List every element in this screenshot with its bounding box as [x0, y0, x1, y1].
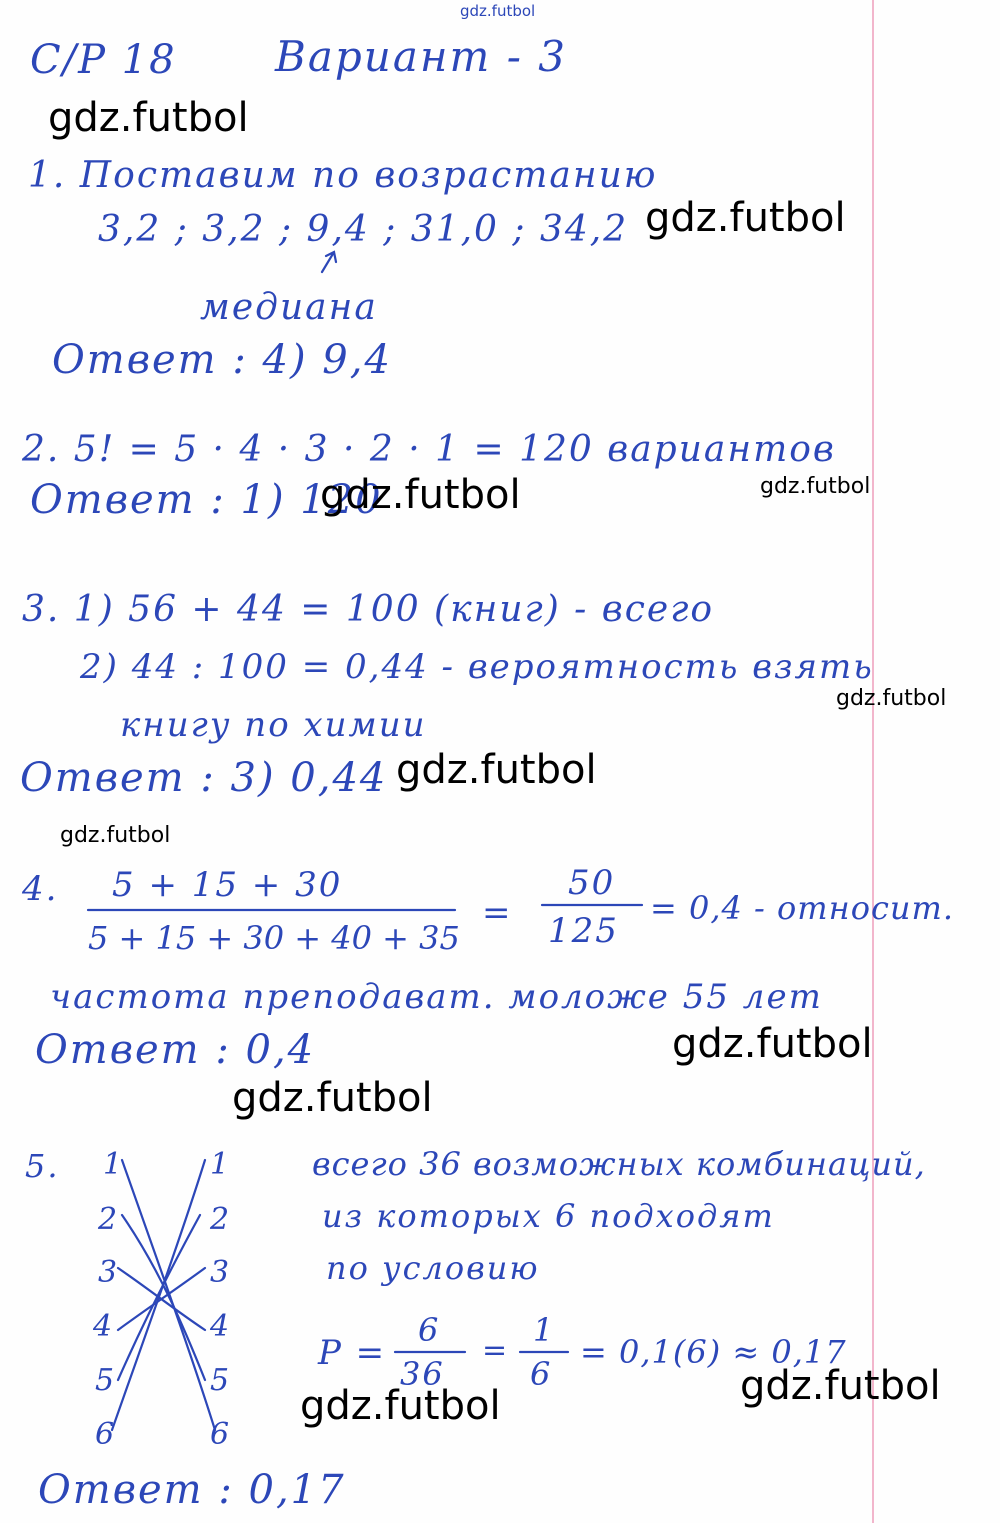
task4-numerator: 5 + 15 + 30	[112, 865, 343, 905]
task5-line3: по условию	[326, 1249, 540, 1287]
task4-denominator-2: 125	[548, 911, 619, 951]
right-die-6: 6	[210, 1417, 232, 1452]
left-die-4: 4	[93, 1309, 115, 1344]
left-die-2: 2	[98, 1202, 120, 1237]
task3-line2: 2) 44 : 100 = 0,44 - вероятность взять	[80, 647, 874, 687]
median-arrow	[322, 252, 336, 272]
work-code: С/Р 18	[30, 37, 177, 83]
right-die-5: 5	[210, 1363, 232, 1398]
left-die-6: 6	[95, 1417, 117, 1452]
pairing-line-4	[118, 1215, 200, 1380]
p-equals: =	[482, 1333, 510, 1368]
watermark-9: gdz.futbol	[232, 1075, 433, 1121]
task4-numerator-2: 50	[568, 863, 616, 903]
p-label: P =	[318, 1333, 387, 1373]
task5-line1: всего 36 возможных комбинаций,	[312, 1145, 926, 1183]
pairing-line-5	[118, 1268, 205, 1330]
right-die-3: 3	[210, 1255, 232, 1290]
task5-answer: Ответ : 0,17	[38, 1467, 346, 1513]
watermark-4: gdz.futbol	[760, 474, 871, 499]
watermark-7: gdz.futbol	[60, 823, 171, 848]
task3-line3: книгу по химии	[120, 705, 427, 745]
task4-result: = 0,4 - относит.	[650, 889, 955, 927]
margin-line	[872, 0, 874, 1523]
task1-numbers: 3,2 ; 3,2 ; 9,4 ; 31,0 ; 34,2	[98, 209, 629, 250]
task3-line1: 3. 1) 56 + 44 = 100 (книг) - всего	[22, 589, 715, 630]
left-die-5: 5	[95, 1363, 117, 1398]
p-denominator-2: 6	[530, 1355, 553, 1393]
p-numerator-1: 6	[418, 1311, 441, 1349]
watermark-11: gdz.futbol	[300, 1383, 501, 1429]
watermark-2: gdz.futbol	[645, 195, 846, 241]
p-result: = 0,1(6) ≈ 0,17	[580, 1333, 847, 1371]
watermark-10: gdz.futbol	[740, 1363, 941, 1409]
watermark-6: gdz.futbol	[396, 747, 597, 793]
task5-label: 5.	[25, 1147, 60, 1185]
task2-answer: Ответ : 1) 120	[30, 477, 383, 523]
watermark-8: gdz.futbol	[672, 1021, 873, 1067]
pairing-line-6	[118, 1268, 205, 1330]
p-numerator-2: 1	[533, 1311, 556, 1349]
task5-line2: из которых 6 подходят	[322, 1197, 775, 1235]
variant-title: Вариант - 3	[275, 32, 567, 81]
task4-equals: =	[482, 893, 513, 933]
right-die-4: 4	[210, 1309, 232, 1344]
task2-line1: 2. 5! = 5 · 4 · 3 · 2 · 1 = 120 вариантов	[22, 429, 836, 470]
left-die-3: 3	[98, 1255, 120, 1290]
p-denominator-1: 36	[400, 1355, 445, 1393]
watermark-1: gdz.futbol	[48, 95, 249, 141]
task4-label: 4.	[22, 869, 59, 909]
pairing-line-3	[122, 1215, 205, 1380]
watermark-top: gdz.futbol	[460, 2, 536, 20]
task1-answer: Ответ : 4) 9,4	[52, 337, 392, 383]
left-die-1: 1	[103, 1147, 125, 1182]
pairing-line-1	[122, 1160, 215, 1430]
task3-answer: Ответ : 3) 0,44	[20, 755, 388, 801]
task1-median-note: медиана	[200, 287, 378, 328]
task1-line1: 1. Поставим по возрастанию	[28, 155, 658, 196]
task4-answer: Ответ : 0,4	[35, 1027, 316, 1073]
task4-denominator: 5 + 15 + 30 + 40 + 35	[88, 919, 460, 957]
pairing-line-2	[112, 1160, 205, 1430]
watermark-5: gdz.futbol	[836, 686, 947, 711]
task4-line2: частота преподават. моложе 55 лет	[50, 977, 823, 1017]
right-die-2: 2	[210, 1202, 232, 1237]
right-die-1: 1	[210, 1147, 232, 1182]
watermark-3: gdz.futbol	[320, 472, 521, 518]
